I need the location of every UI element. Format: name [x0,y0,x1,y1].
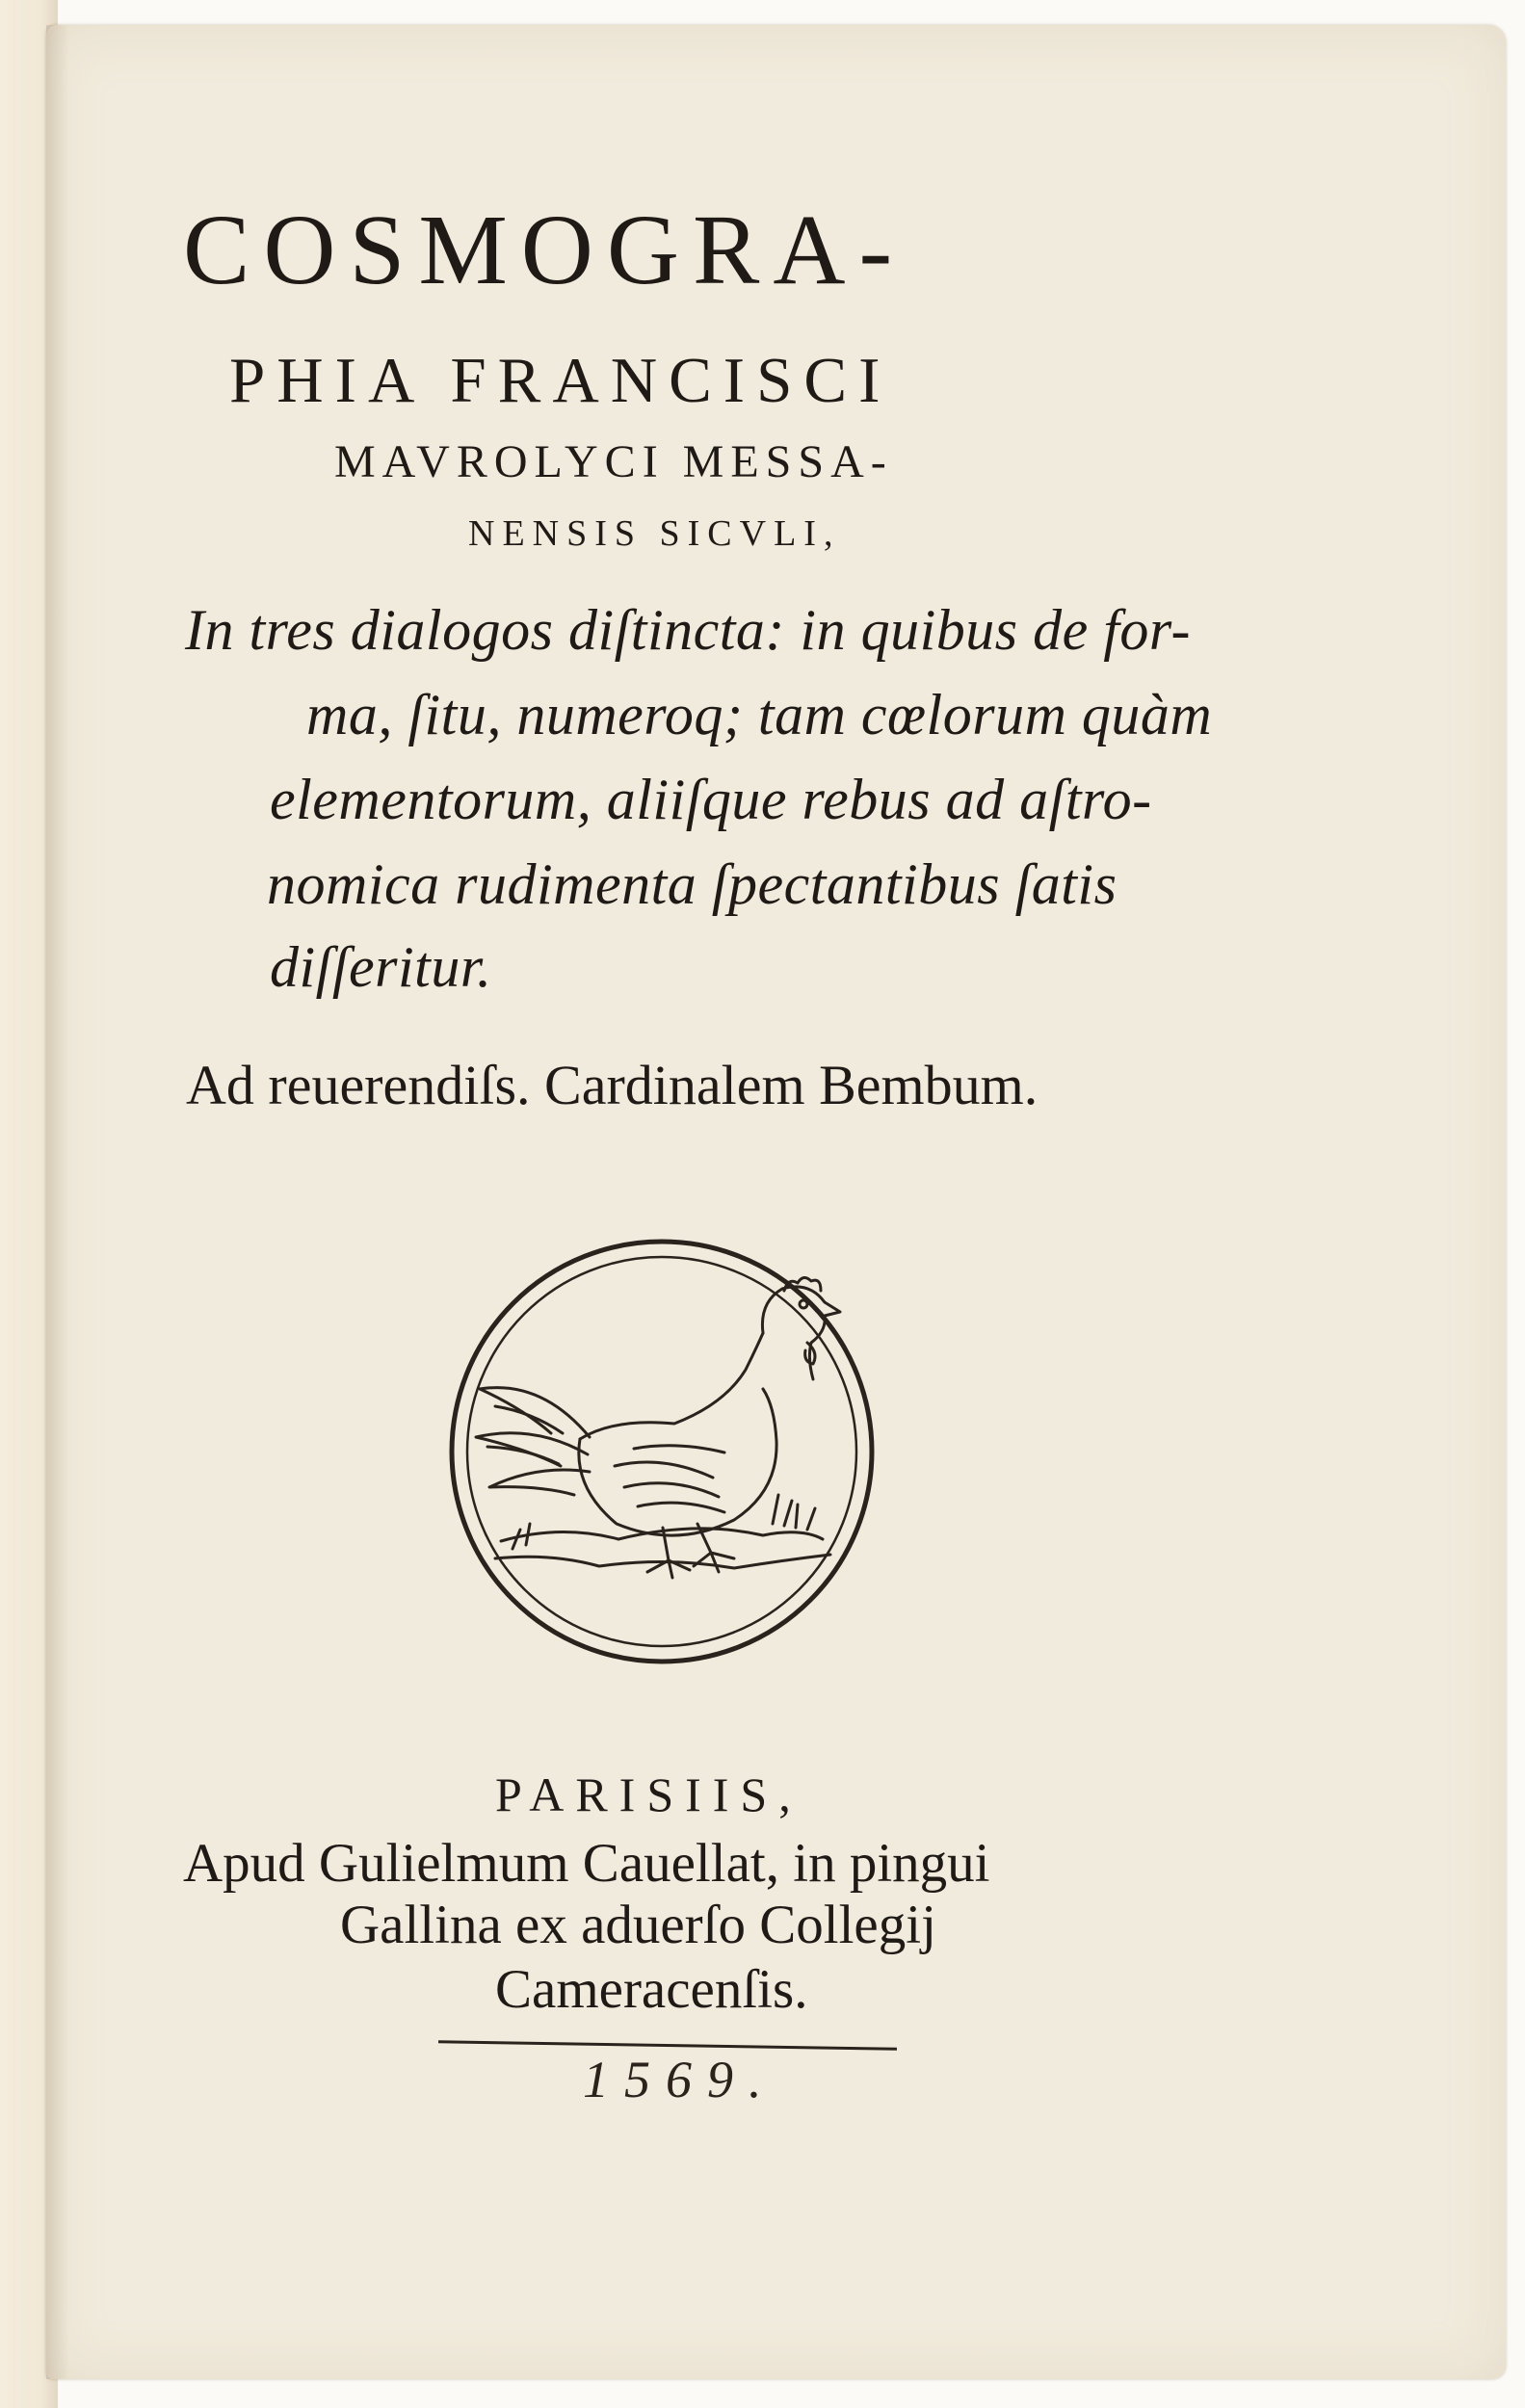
imprint-line-1: Apud Gulielmum Cauellat, in pingui [183,1833,990,1894]
imprint-city: PARISIIS, [495,1767,802,1821]
description-line-5: diſſeritur. [270,935,492,999]
dedication-line: Ad reuerendiſs. Cardinalem Bembum. [186,1054,1039,1116]
title-line-4: NENSIS SICVLI, [468,513,841,554]
handwritten-year: 1569. [583,2051,777,2108]
description-line-2: ma, ſitu, numeroq; tam cœlorum quàm [306,683,1213,746]
title-line-3: MAVROLYCI MESSA- [334,436,893,487]
description-line-3: elementorum, aliiſque rebus ad aſtro- [270,768,1152,831]
description-line-4: nomica rudimenta ſpectantibus ſatis [267,852,1117,916]
title-line-1: COSMOGRA- [183,195,907,305]
description-line-1: In tres dialogos diſtincta: in quibus de for- [185,598,1192,662]
imprint-line-2: Gallina ex aduerſo Collegij [340,1895,936,1955]
date-rule [438,2040,897,2050]
imprint-line-3: Cameracenſis. [495,1959,808,2020]
hen-in-circle-icon [445,1235,879,1668]
title-line-2: PHIA FRANCISCI [229,345,892,416]
